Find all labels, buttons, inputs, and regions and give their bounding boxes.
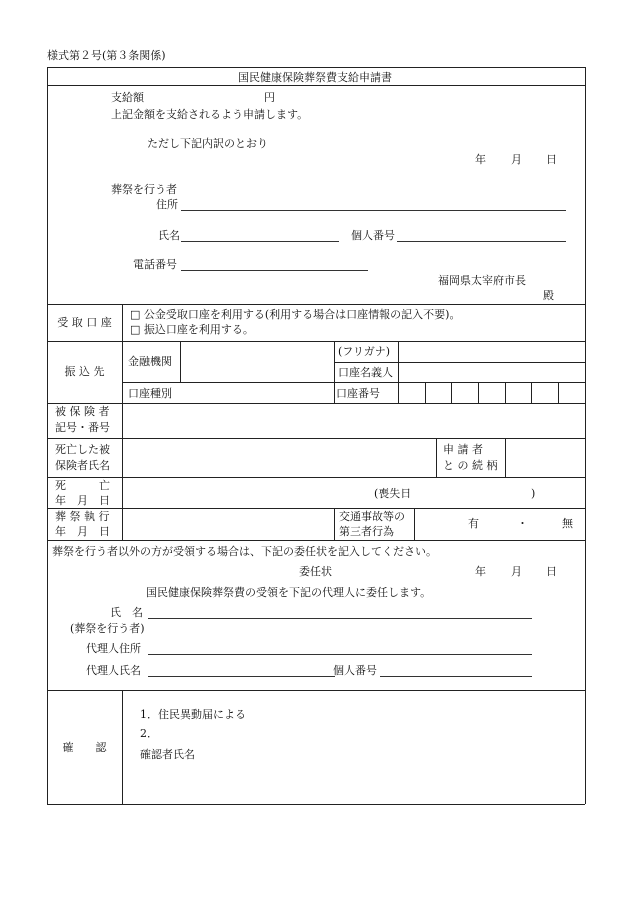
applicant-name-field[interactable]: [181, 241, 339, 242]
form-number: 様式第２号(第３条関係): [47, 49, 166, 62]
insured-number-label-1: 被 保 険 者: [55, 405, 110, 418]
funeral-date-label-1: 葬 祭 執 行: [55, 510, 110, 523]
applicant-number-label: 個人番号: [351, 229, 395, 242]
delegation-date-month: 月: [511, 565, 522, 578]
applicant-phone-label: 電話番号: [133, 258, 177, 271]
loss-date-label: (喪失日: [374, 487, 412, 500]
bank-label: 金融機関: [128, 355, 172, 368]
confirmer-name-label: 確認者氏名: [140, 748, 195, 761]
applicant-address-label: 住所: [156, 198, 178, 211]
delegator-name-sub: (葬祭を行う者): [70, 622, 145, 635]
honorific: 殿: [543, 289, 554, 302]
proxy-address-field[interactable]: [148, 654, 532, 655]
applicant-address-field[interactable]: [181, 210, 566, 211]
account-number-label: 口座番号: [336, 387, 380, 400]
proxy-name-label: 代理人氏名: [86, 664, 141, 677]
receiving-account-label: 受 取 口 座: [57, 316, 112, 329]
option-public-account[interactable]: □ 公金受取口座を利用する(利用する場合は口座情報の記入不要)。: [130, 308, 461, 321]
date-day: 日: [546, 153, 557, 166]
delegation-notice: 葬祭を行う者以外の方が受領する場合は、下記の委任状を記入してください。: [52, 545, 437, 558]
delegator-name-label: 氏 名: [110, 606, 143, 619]
third-party-yes[interactable]: 有: [468, 517, 479, 530]
deceased-name-label-2: 保険者氏名: [55, 459, 110, 472]
delegation-statement: 国民健康保険葬祭費の受領を下記の代理人に委任します。: [146, 586, 432, 599]
furigana-label: (フリガナ): [338, 345, 391, 358]
delegation-title: 委任状: [299, 565, 332, 578]
loss-date-close: ): [531, 487, 536, 500]
confirmation-label: 確 認: [62, 741, 107, 754]
option-transfer-account[interactable]: □ 振込口座を利用する。: [130, 323, 254, 336]
delegation-date-year: 年: [475, 565, 486, 578]
amount-unit: 円: [264, 91, 275, 104]
date-year: 年: [475, 153, 486, 166]
insured-number-label-2: 記号・番号: [55, 421, 110, 434]
deceased-name-label-1: 死亡した被: [55, 443, 110, 456]
proxy-number-label: 個人番号: [333, 664, 377, 677]
proxy-name-field[interactable]: [148, 676, 335, 677]
third-party-no[interactable]: 無: [562, 517, 573, 530]
death-date-label-1: 死 亡: [55, 479, 110, 492]
delegation-date-day: 日: [546, 565, 557, 578]
applicant-number-field[interactable]: [397, 241, 566, 242]
confirmation-item-1: 1．住民異動届による: [140, 708, 246, 721]
delegator-name-field[interactable]: [148, 618, 532, 619]
funeral-date-label-2: 年 月 日: [55, 525, 110, 538]
account-holder-label: 口座名義人: [338, 366, 393, 379]
third-party-label-2: 第三者行為: [339, 525, 394, 538]
request-text: 上記金額を支給されるよう申請します。: [111, 108, 309, 121]
applicant-heading: 葬祭を行う者: [111, 183, 177, 196]
relationship-label-1: 申 請 者: [443, 443, 483, 456]
third-party-separator: ・: [517, 517, 528, 530]
applicant-phone-field[interactable]: [181, 270, 368, 271]
third-party-label-1: 交通事故等の: [339, 510, 405, 523]
relationship-label-2: と の 続 柄: [443, 459, 498, 472]
amount-label: 支給額: [111, 91, 144, 104]
transfer-label: 振 込 先: [64, 365, 105, 378]
proxy-number-field[interactable]: [380, 676, 532, 677]
death-date-label-2: 年 月 日: [55, 494, 110, 507]
proxy-address-label: 代理人住所: [86, 642, 141, 655]
form-title: 国民健康保険葬祭費支給申請書: [238, 71, 392, 84]
applicant-name-label: 氏名: [158, 229, 180, 242]
confirmation-item-2: 2．: [140, 727, 158, 740]
account-type-label: 口座種別: [128, 387, 172, 400]
breakdown-text: ただし下記内訳のとおり: [147, 137, 268, 150]
date-month: 月: [511, 153, 522, 166]
mayor-addressee: 福岡県太宰府市長: [438, 274, 526, 287]
